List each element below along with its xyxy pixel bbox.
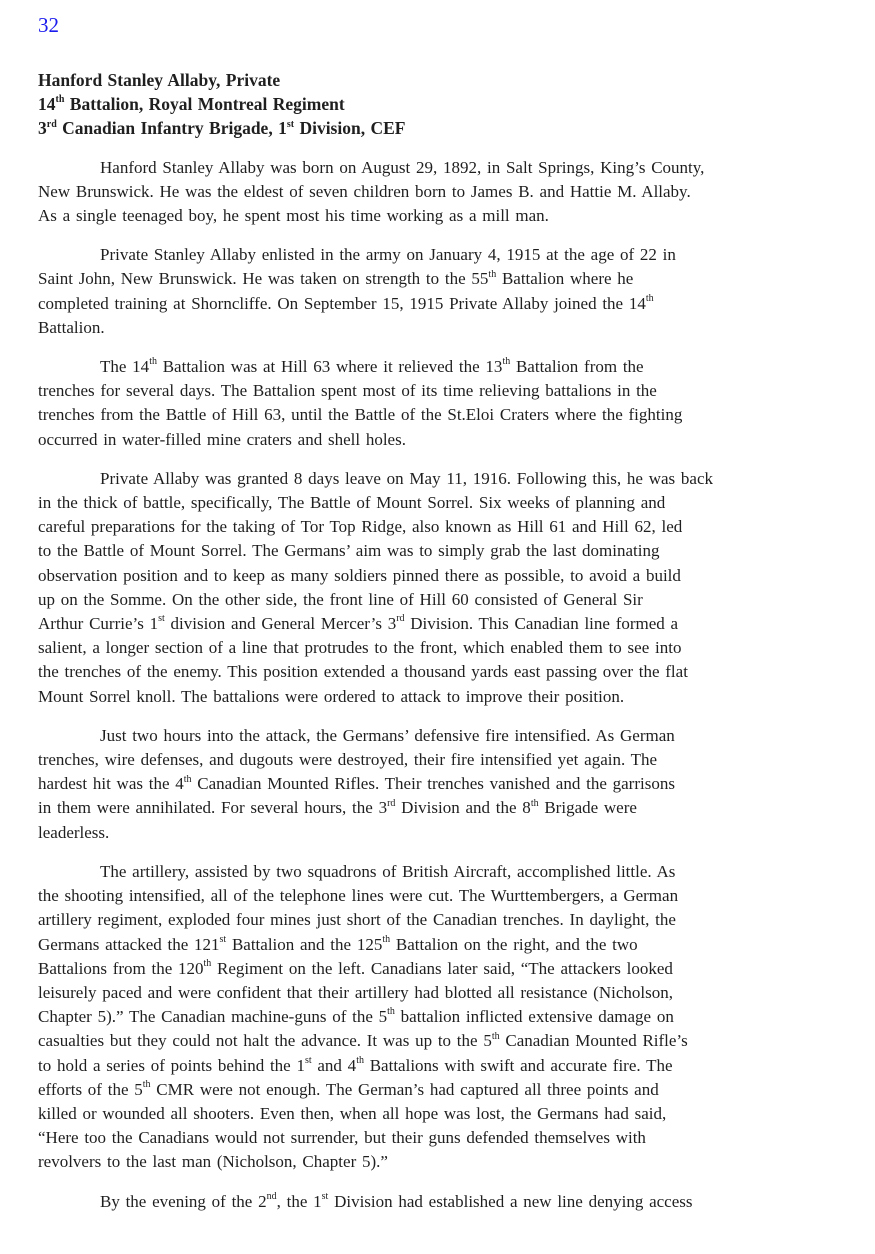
ordinal-superscript: st xyxy=(304,1054,312,1066)
text-line: leisurely paced and were confident that their artillery had blotted all resistance (Nicholson, xyxy=(38,982,673,1002)
text-line: artillery regiment, exploded four mines just short of the Canadian trenches. In daylight, the xyxy=(38,910,676,930)
text-line: Saint John, New Brunswick. He was taken on strength to the 55th Battalion where he xyxy=(38,268,634,289)
text-line: New Brunswick. He was the eldest of seven children born to James B. and Hattie M. Allaby. xyxy=(38,181,691,201)
text-line: Battalion. xyxy=(38,317,105,337)
heading-line: Hanford Stanley Allaby, Private xyxy=(38,70,281,90)
text-line: trenches from the Battle of Hill 63, until the Battle of the St.Eloi Craters where the fighting xyxy=(38,405,683,425)
page-number: 32 xyxy=(38,13,59,37)
text-line: Private Allaby was granted 8 days leave on May 11, 1916. Following this, he was back xyxy=(100,468,713,488)
ordinal-superscript: rd xyxy=(387,797,396,809)
text-line: Arthur Currie’s 1st division and General Mercer’s 3rd Division. This Canadian line formed a xyxy=(38,613,679,634)
text-line: Mount Sorrel knoll. The battalions were ordered to attack to improve their position. xyxy=(38,686,625,706)
paragraph xyxy=(38,355,841,452)
text-line: to the Battle of Mount Sorrel. The Germans’ aim was to simply grab the last dominating xyxy=(38,541,660,561)
document-body xyxy=(38,156,841,1214)
paragraph xyxy=(38,156,841,229)
text-line: in them were annihilated. For several hours, the 3rd Division and the 8th Brigade were xyxy=(38,797,637,818)
ordinal-superscript: rd xyxy=(46,118,57,130)
text-line: observation position and to keep as many soldiers pinned there as possible, to avoid a build xyxy=(38,565,681,585)
text-line: trenches for several days. The Battalion spent most of its time relieving battalions in the xyxy=(38,381,657,401)
text-line: efforts of the 5th CMR were not enough. The German’s had captured all three points and xyxy=(38,1079,659,1099)
text-line: Hanford Stanley Allaby was born on August 29, 1892, in Salt Springs, King’s County, xyxy=(100,157,705,177)
text-line: The 14th Battalion was at Hill 63 where it relieved the 13th Battalion from the xyxy=(100,356,644,377)
text-line: up on the Somme. On the other side, the front line of Hill 60 consisted of General Sir xyxy=(38,589,643,609)
text-line: Chapter 5).” The Canadian machine-guns of the 5th battalion inflicted extensive damage on xyxy=(38,1006,674,1027)
ordinal-superscript: nd xyxy=(266,1190,277,1202)
text-line: Private Stanley Allaby enlisted in the army on January 4, 1915 at the age of 22 in xyxy=(100,245,676,265)
ordinal-superscript: th xyxy=(488,268,497,280)
text-line: the trenches of the enemy. This position extended a thousand yards east passing over the flat xyxy=(38,662,688,682)
text-line: leaderless. xyxy=(38,822,110,842)
text-line: completed training at Shorncliffe. On September 15, 1915 Private Allaby joined the 14th xyxy=(38,292,654,313)
ordinal-superscript: th xyxy=(183,773,192,785)
heading-line: 3rd Canadian Infantry Brigade, 1st Division, CEF xyxy=(38,118,406,139)
text-line: hardest hit was the 4th Canadian Mounted Rifles. Their trenches vanished and the garrisons xyxy=(38,773,675,794)
text-line: in the thick of battle, specifically, The Battle of Mount Sorrel. Six weeks of planning and xyxy=(38,493,666,513)
ordinal-superscript: th xyxy=(203,958,212,970)
text-line: salient, a longer section of a line that protrudes to the front, which enabled them to see into xyxy=(38,638,682,658)
ordinal-superscript: rd xyxy=(396,613,405,625)
ordinal-superscript: th xyxy=(645,292,654,304)
text-line: killed or wounded all shooters. Even then, when all hope was lost, the Germans had said, xyxy=(38,1103,667,1123)
text-line: Battalions from the 120th Regiment on the left. Canadians later said, “The attackers looked xyxy=(38,958,673,978)
paragraph xyxy=(38,467,841,709)
heading-line: 14th Battalion, Royal Montreal Regiment xyxy=(38,94,345,115)
ordinal-superscript: st xyxy=(219,933,227,945)
text-line: occurred in water-filled mine craters and shell holes. xyxy=(38,429,406,449)
text-line: Germans attacked the 121st Battalion and the 125th Battalion on the right, and the two xyxy=(38,933,638,954)
ordinal-superscript: th xyxy=(502,356,511,368)
text-line: trenches, wire defenses, and dugouts were destroyed, their fire intensified yet again. The xyxy=(38,750,658,770)
text-line: casualties but they could not halt the advance. It was up to the 5th Canadian Mounted Rifle’s xyxy=(38,1030,688,1051)
paragraph xyxy=(38,243,841,340)
ordinal-superscript: th xyxy=(142,1079,151,1091)
document-heading xyxy=(38,68,841,141)
ordinal-superscript: th xyxy=(530,797,539,809)
text-line: careful preparations for the taking of Tor Top Ridge, also known as Hill 61 and Hill 62, led xyxy=(38,517,683,537)
paragraph xyxy=(38,1190,841,1214)
ordinal-superscript: th xyxy=(55,94,65,106)
ordinal-superscript: th xyxy=(149,356,157,368)
paragraph xyxy=(38,860,841,1175)
text-line: “Here too the Canadians would not surrender, but their guns defended themselves with xyxy=(38,1128,646,1148)
ordinal-superscript: st xyxy=(321,1190,329,1202)
ordinal-superscript: th xyxy=(356,1054,364,1066)
text-line: to hold a series of points behind the 1st and 4th Battalions with swift and accurate fire. The xyxy=(38,1054,673,1075)
text-line: The artillery, assisted by two squadrons of British Aircraft, accomplished little. As xyxy=(100,861,676,881)
ordinal-superscript: th xyxy=(387,1006,395,1018)
text-line: revolvers to the last man (Nicholson, Chapter 5).” xyxy=(38,1152,388,1172)
ordinal-superscript: th xyxy=(491,1030,500,1042)
ordinal-superscript: st xyxy=(158,613,165,625)
paragraph xyxy=(38,724,841,845)
text-line: As a single teenaged boy, he spent most his time working as a mill man. xyxy=(38,206,549,226)
ordinal-superscript: st xyxy=(286,118,295,130)
text-line: By the evening of the 2nd, the 1st Division had established a new line denying access xyxy=(100,1190,693,1211)
ordinal-superscript: th xyxy=(382,933,391,945)
text-line: the shooting intensified, all of the telephone lines were cut. The Wurttembergers, a German xyxy=(38,886,679,906)
text-line: Just two hours into the attack, the Germans’ defensive fire intensified. As German xyxy=(100,725,675,745)
